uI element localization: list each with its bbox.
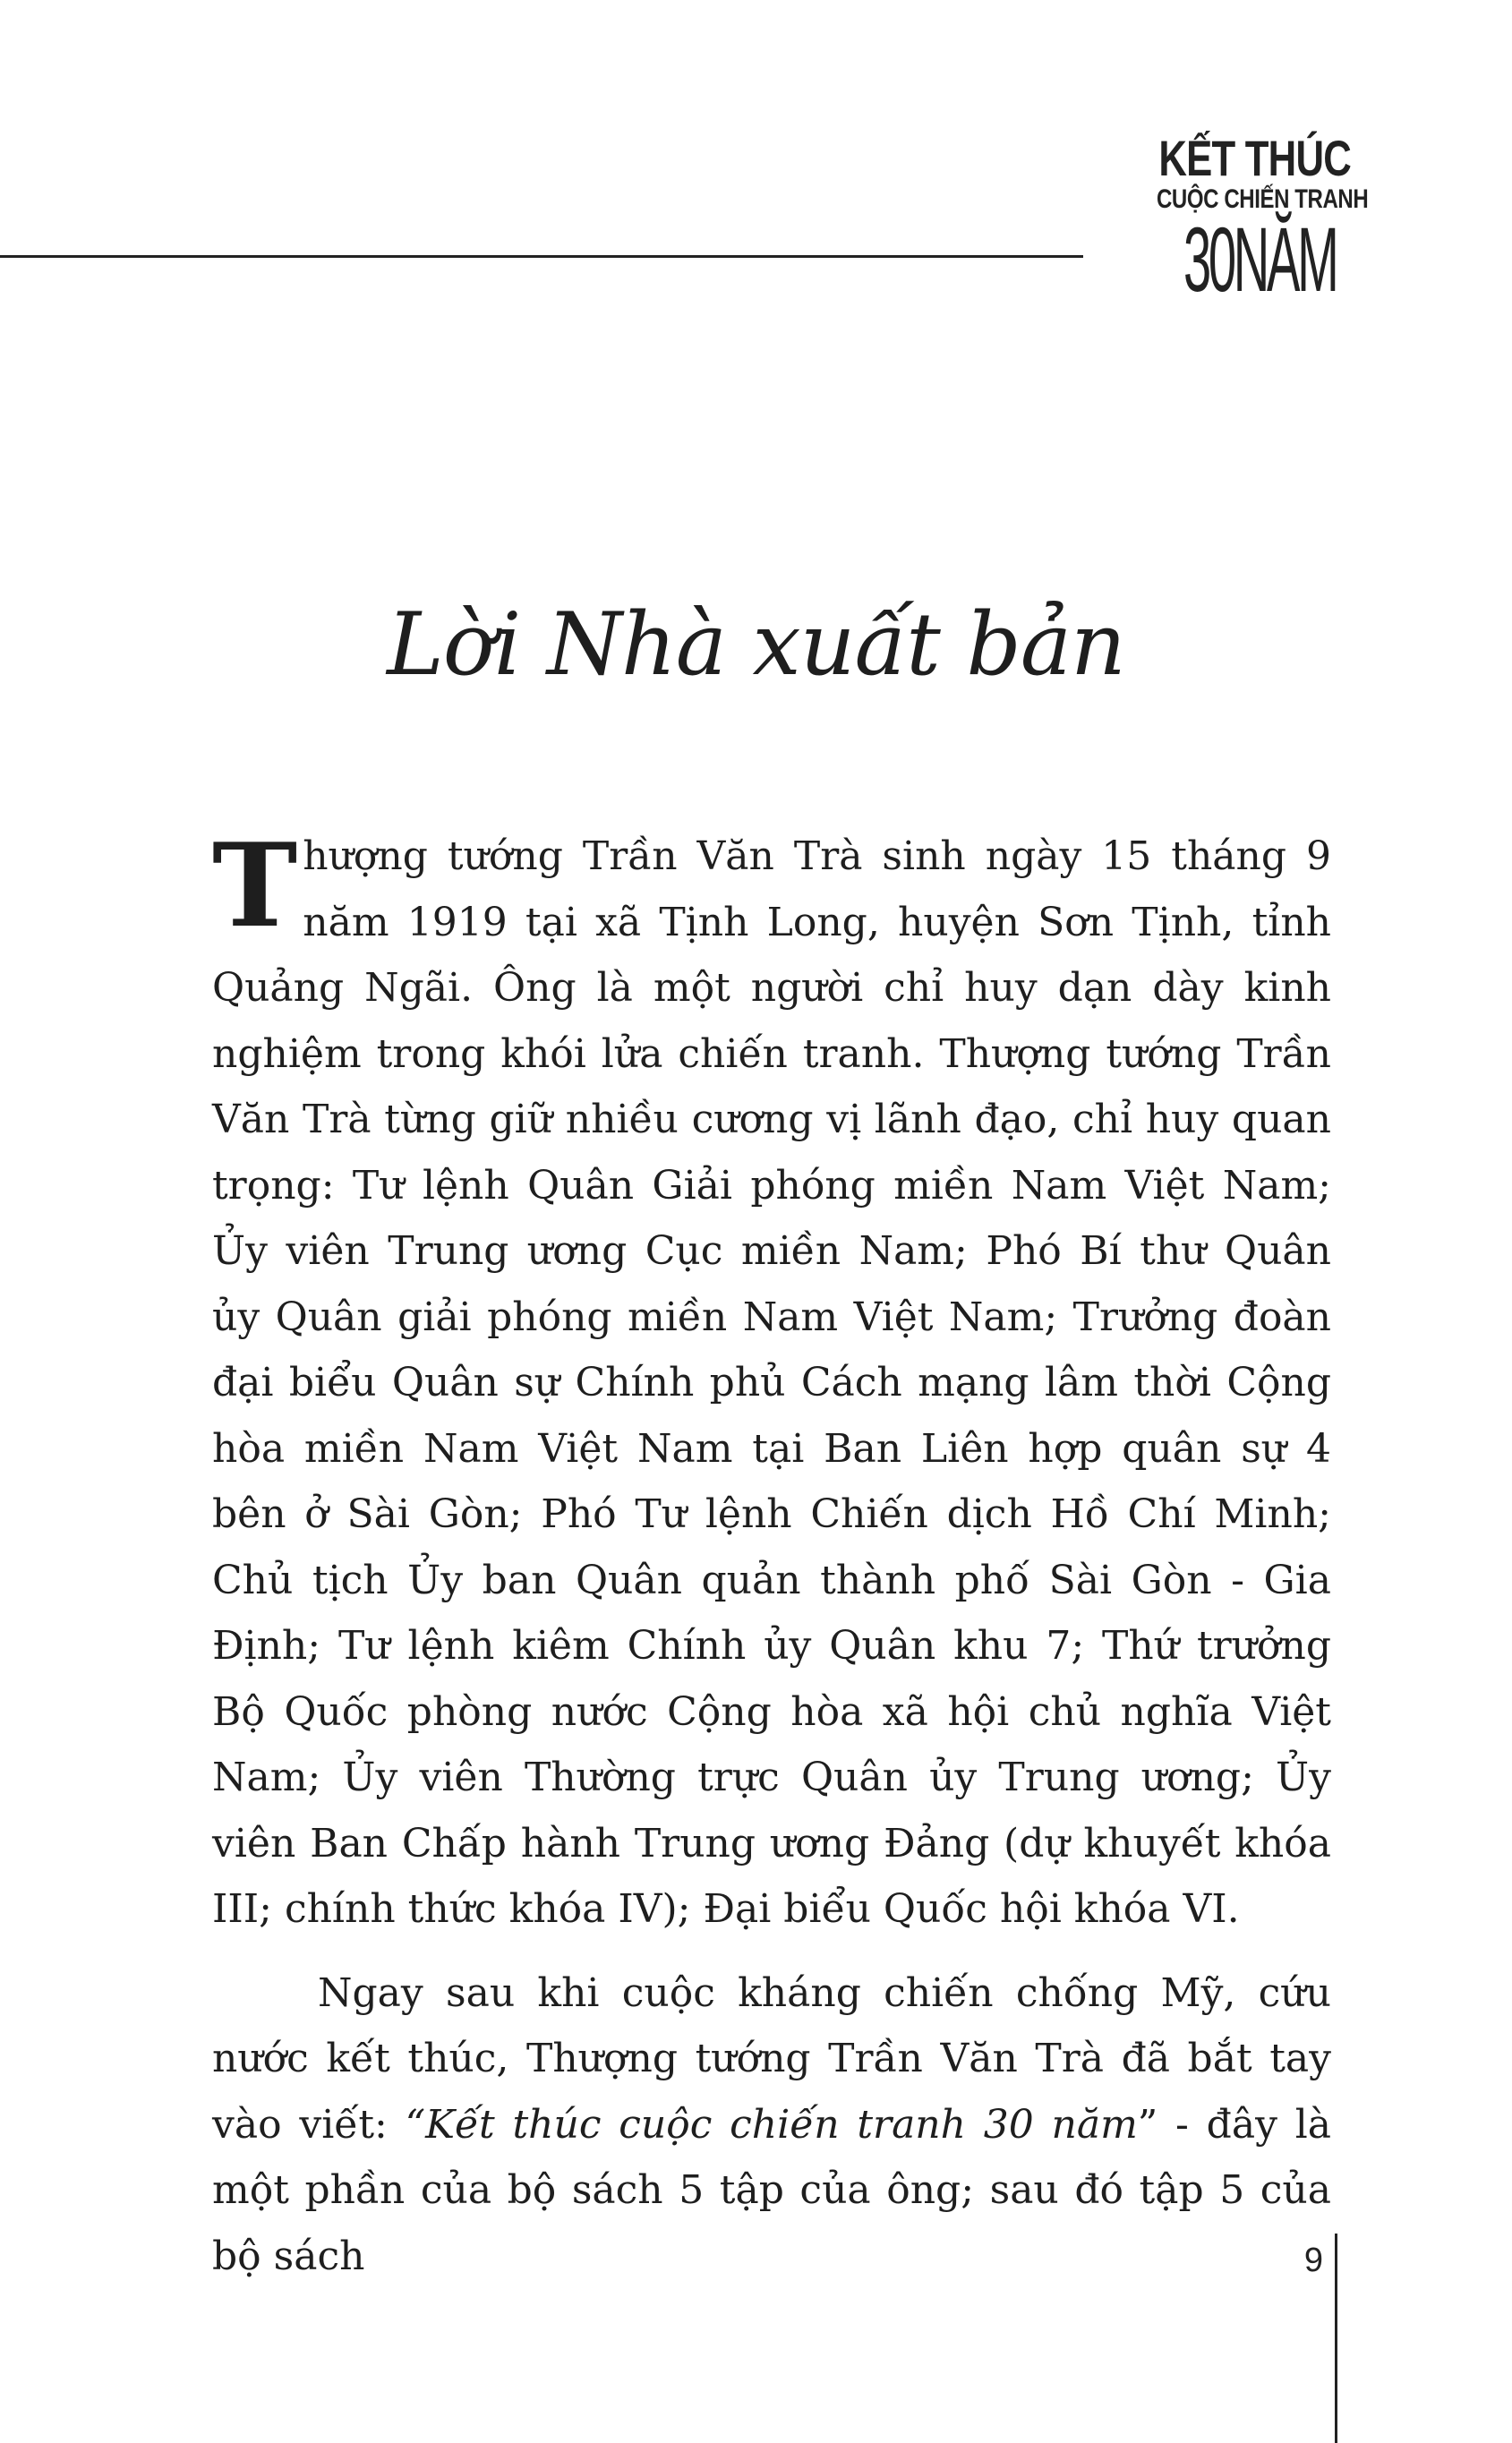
paragraph-2 [212, 1960, 1331, 2290]
paragraph-2-book-title: “Kết thúc cuộc chiến tranh 30 năm [405, 2101, 1138, 2148]
paragraph-1-text: hượng tướng Trần Văn Trà sinh ngày 15 tháng 9 năm 1919 tại xã Tịnh Long, huyện Sơn Tịnh, tỉnh Quảng Ngãi. Ông là một người chỉ huy dạn dày kinh nghiệm trong khói lửa chiến tranh. Thượng tướng Trần Văn Trà từng giữ nhiều cương vị lãnh đạo, chỉ huy quan trọng: Tư lệnh Quân Giải phóng miền Nam Việt Nam; Ủy viên Trung ương Cục miền Nam; Phó Bí thư Quân ủy Quân giải phóng miền Nam Việt Nam; Trưởng đoàn đại biểu Quân sự Chính phủ Cách mạng lâm thời Cộng hòa miền Nam Việt Nam tại Ban Liên hợp quân sự 4 bên ở Sài Gòn; Phó Tư lệnh Chiến dịch Hồ Chí Minh; Chủ tịch Ủy ban Quân quản thành phố Sài Gòn - Gia Định; Tư lệnh kiêm Chính ủy Quân khu 7; Thứ trưởng Bộ Quốc phòng nước Cộng hòa xã hội chủ nghĩa Việt Nam; Ủy viên Thường trực Quân ủy Trung ương; Ủy viên Ban Chấp hành Trung ương Đảng (dự khuyết khóa III; chính thức khóa IV); Đại biểu Quốc hội khóa VI. [212, 833, 1331, 1932]
book-mark-line-1: KẾT THÚC [1158, 130, 1351, 186]
page-number: 9 [1303, 2242, 1323, 2279]
paragraph-1 [212, 819, 1331, 1943]
page-number-rule [1335, 2234, 1337, 2443]
book-series-mark [1135, 130, 1369, 311]
body-text [212, 819, 1332, 2289]
page-title: Lời Nhà xuất bản [387, 594, 1125, 695]
book-mark-line-2: CUỘC CHIẾN TRANH [1157, 184, 1369, 214]
book-mark-line-3: 30NĂM [1183, 209, 1337, 311]
paragraph-2-text-start: Ngay sau khi cuộc kháng chiến chống Mỹ, cứu nước kết thúc, Thượng tướng Trần Văn Trà đã bắt tay vào viết: [212, 1969, 1331, 2148]
paragraph-2-text-end: ” - đây là một phần của bộ sách 5 tập của ông; sau đó tập 5 của bộ sách [212, 2101, 1332, 2279]
drop-cap: T [212, 819, 298, 953]
header-rule [0, 255, 1083, 258]
